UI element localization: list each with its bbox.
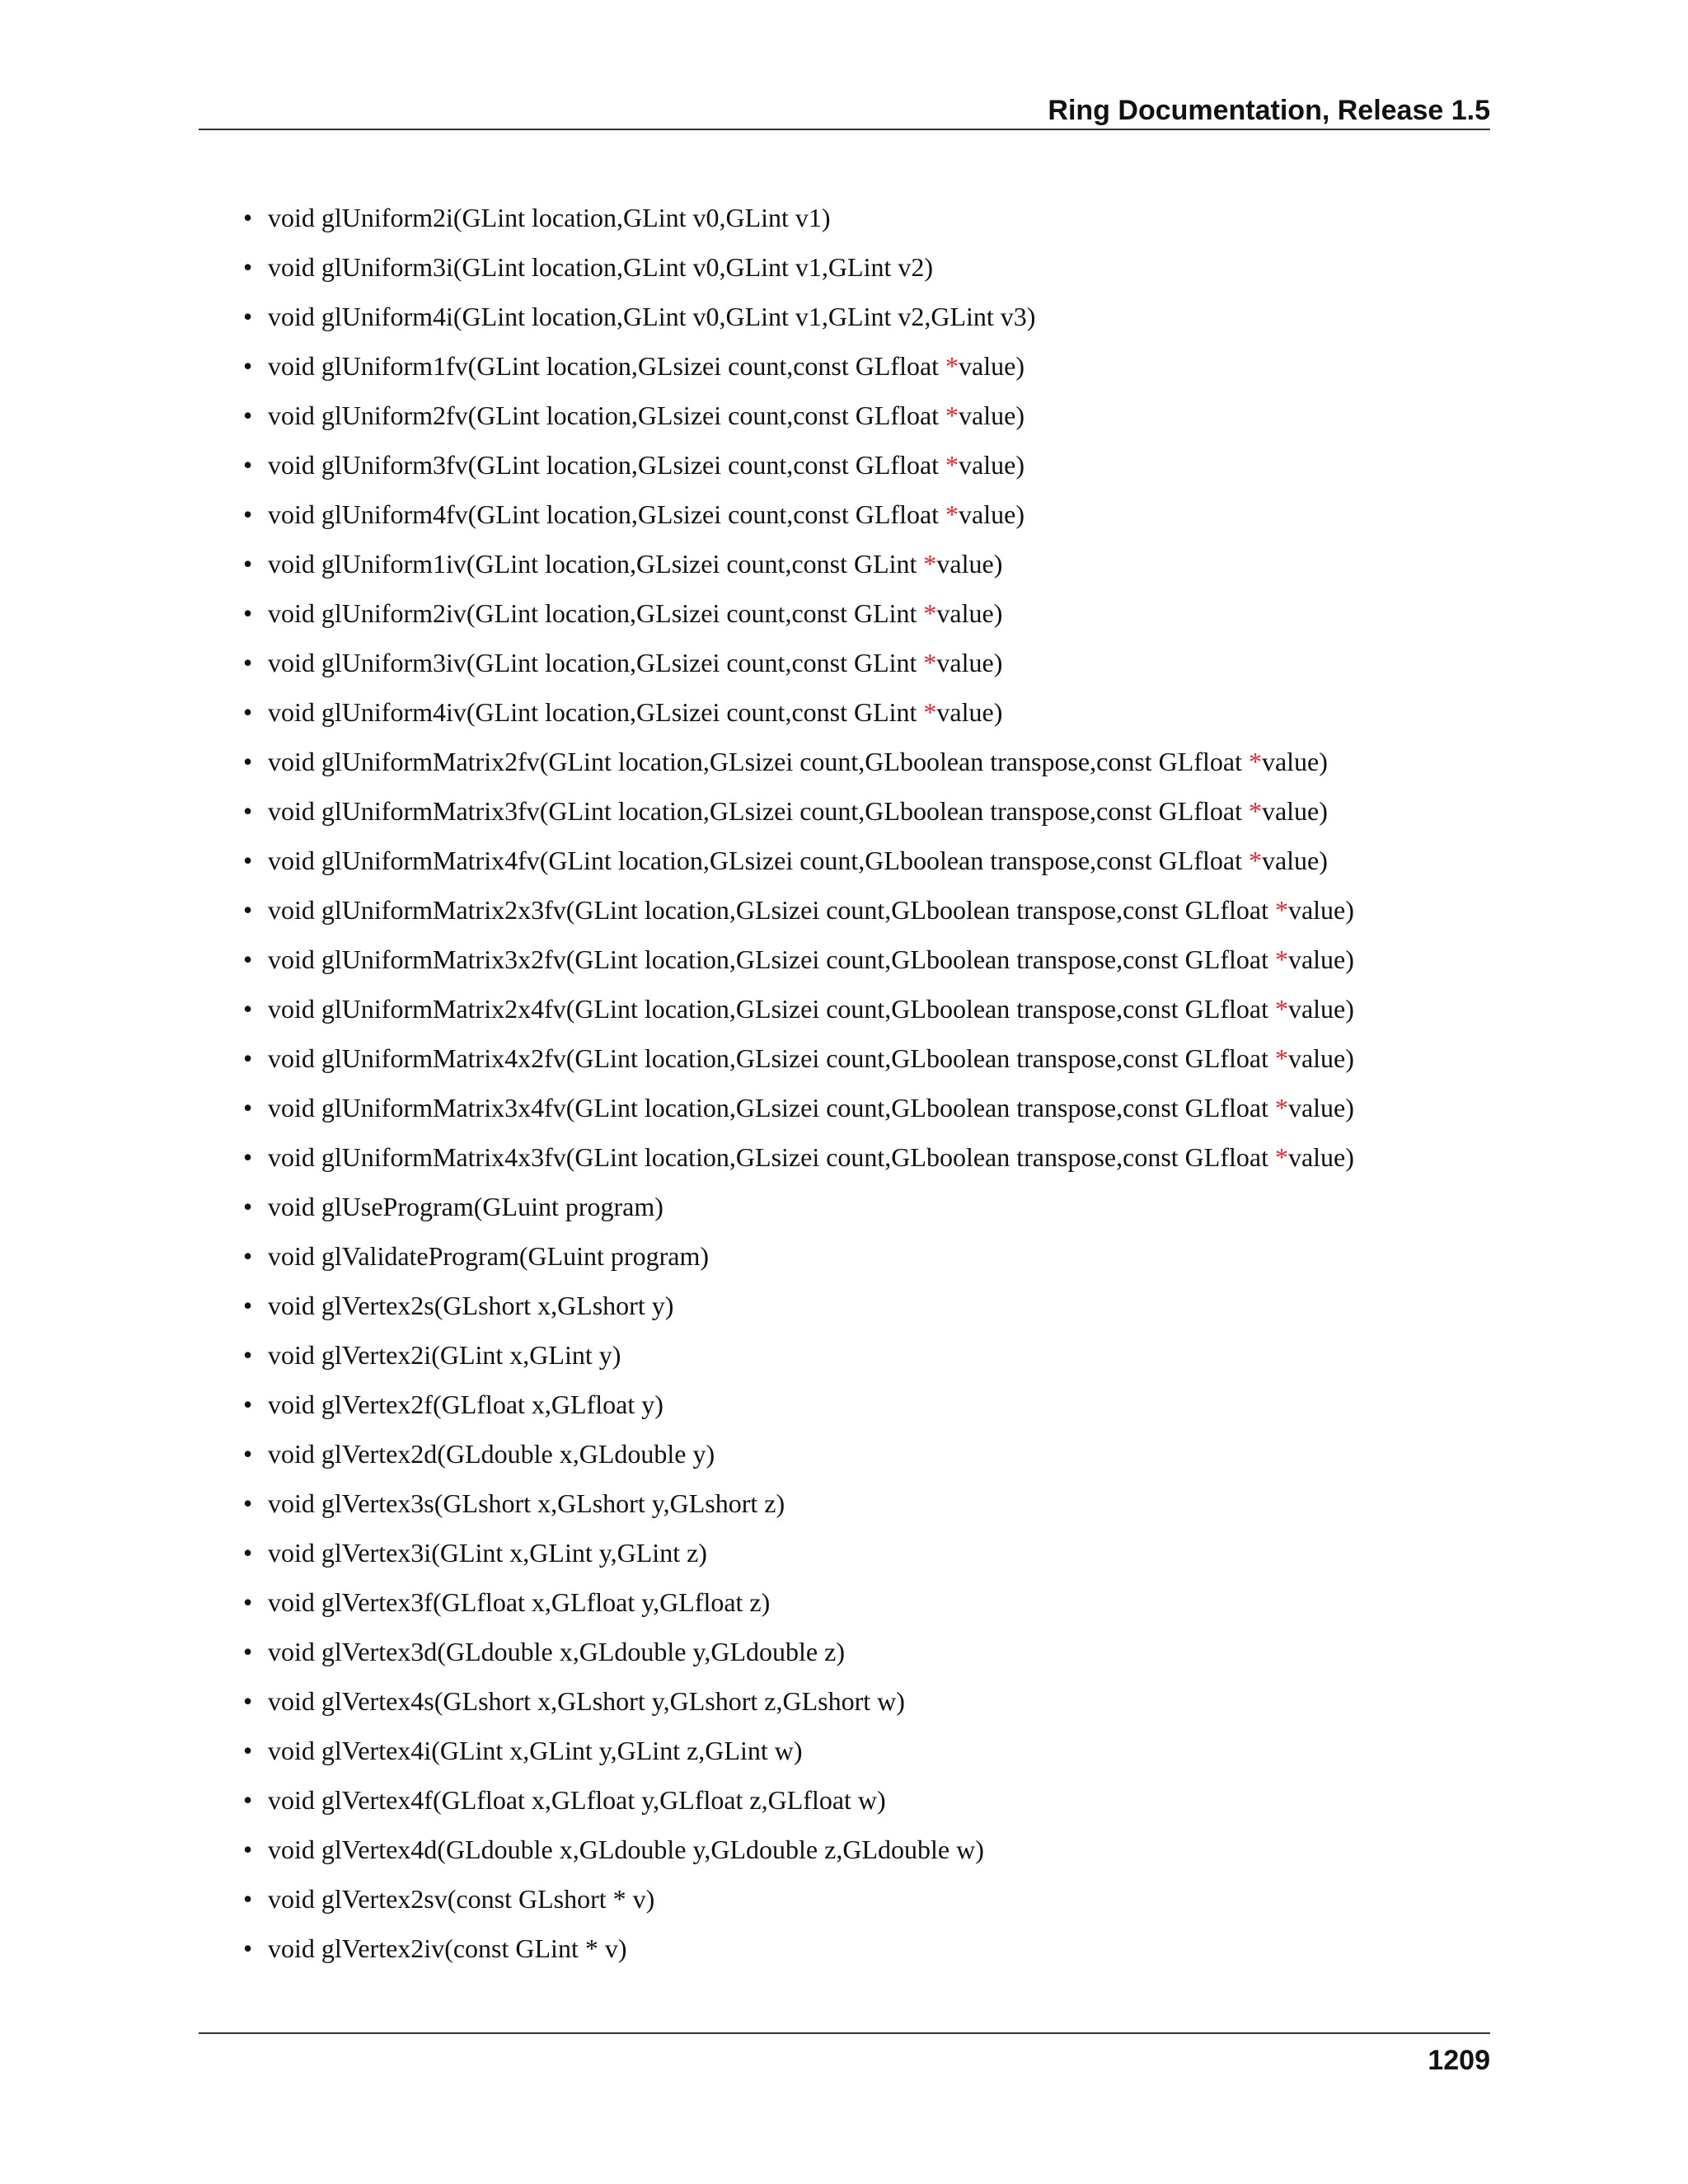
bullet-icon: •	[243, 499, 253, 529]
list-item	[243, 841, 1354, 890]
list-item	[243, 1879, 1354, 1929]
list-item	[243, 1780, 1354, 1830]
list-item	[243, 1533, 1354, 1582]
function-signature-tail: value)	[1261, 796, 1328, 826]
list-item	[243, 1385, 1354, 1434]
function-signature-tail: value)	[1287, 1043, 1354, 1073]
function-signature: void glUniform3i(GLint location,GLint v0,GLint v1,GLint v2)	[268, 252, 934, 282]
bullet-icon: •	[243, 1142, 253, 1172]
function-signature: void glUniform1iv(GLint location,GLsizei count,const GLint	[268, 549, 924, 579]
list-item	[243, 643, 1354, 692]
pointer-asterisk: *	[945, 450, 959, 480]
list-item	[243, 1582, 1354, 1632]
list-item	[243, 1088, 1354, 1137]
bullet-icon: •	[243, 796, 253, 826]
bullet-icon: •	[243, 1390, 253, 1419]
pointer-asterisk: *	[1274, 895, 1288, 925]
function-signature: void glUniform4fv(GLint location,GLsizei count,const GLfloat	[268, 499, 946, 529]
function-signature: void glUniformMatrix3fv(GLint location,GLsizei count,GLboolean transpose,const GLfloat	[268, 796, 1249, 826]
function-signature: void glVertex3i(GLint x,GLint y,GLint z)	[268, 1538, 707, 1568]
function-signature-tail: value)	[936, 598, 1003, 628]
function-signature: void glUniform2iv(GLint location,GLsizei count,const GLint	[268, 598, 924, 628]
bullet-icon: •	[243, 697, 253, 727]
bullet-icon: •	[243, 450, 253, 480]
pointer-asterisk: *	[923, 697, 937, 727]
bullet-icon: •	[243, 351, 253, 381]
pointer-asterisk: *	[945, 499, 959, 529]
function-list	[243, 198, 1354, 1978]
bullet-icon: •	[243, 1291, 253, 1320]
bullet-icon: •	[243, 895, 253, 925]
list-item	[243, 1731, 1354, 1780]
list-item	[243, 989, 1354, 1038]
bullet-icon: •	[243, 401, 253, 430]
function-signature: void glUniform4iv(GLint location,GLsizei count,const GLint	[268, 697, 924, 727]
bullet-icon: •	[243, 648, 253, 677]
page-number: 1209	[1428, 2045, 1490, 2076]
list-item	[243, 297, 1354, 346]
pointer-asterisk: *	[923, 549, 937, 579]
list-item	[243, 346, 1354, 396]
bullet-icon: •	[243, 1587, 253, 1617]
list-item	[243, 1830, 1354, 1879]
function-signature: void glUniformMatrix4x2fv(GLint location,GLsizei count,GLboolean transpose,const GLfloat	[268, 1043, 1275, 1073]
list-item	[243, 692, 1354, 742]
list-item	[243, 247, 1354, 297]
function-signature-tail: value)	[959, 499, 1025, 529]
pointer-asterisk: *	[1248, 846, 1262, 875]
function-signature-tail: value)	[959, 450, 1025, 480]
bullet-icon: •	[243, 1488, 253, 1518]
pointer-asterisk: *	[1274, 1093, 1288, 1122]
list-item	[243, 1632, 1354, 1681]
list-item	[243, 396, 1354, 445]
function-signature-tail: value)	[1287, 994, 1354, 1024]
bullet-icon: •	[243, 1043, 253, 1073]
function-signature: void glVertex2iv(const GLint * v)	[268, 1933, 627, 1963]
function-signature: void glUniformMatrix2x3fv(GLint location,GLsizei count,GLboolean transpose,const GLfloat	[268, 895, 1275, 925]
list-item	[243, 445, 1354, 494]
function-signature: void glUniformMatrix4x3fv(GLint location,GLsizei count,GLboolean transpose,const GLfloat	[268, 1142, 1275, 1172]
function-signature: void glVertex2d(GLdouble x,GLdouble y)	[268, 1439, 715, 1469]
page-header	[199, 89, 1490, 130]
bullet-icon: •	[243, 598, 253, 628]
function-signature: void glVertex3s(GLshort x,GLshort y,GLshort z)	[268, 1488, 785, 1518]
list-item	[243, 593, 1354, 643]
list-item	[243, 1434, 1354, 1483]
list-item	[243, 1187, 1354, 1236]
bullet-icon: •	[243, 1093, 253, 1122]
function-signature: void glValidateProgram(GLuint program)	[268, 1241, 709, 1271]
function-signature-tail: value)	[1287, 944, 1354, 974]
list-item	[243, 890, 1354, 940]
function-signature: void glVertex2f(GLfloat x,GLfloat y)	[268, 1390, 663, 1419]
bullet-icon: •	[243, 1884, 253, 1914]
bullet-icon: •	[243, 747, 253, 776]
function-signature: void glUniform1fv(GLint location,GLsizei count,const GLfloat	[268, 351, 946, 381]
list-item	[243, 1483, 1354, 1533]
function-signature-tail: value)	[959, 351, 1025, 381]
function-signature: void glUniform4i(GLint location,GLint v0,GLint v1,GLint v2,GLint v3)	[268, 302, 1036, 331]
function-signature: void glVertex4d(GLdouble x,GLdouble y,GLdouble z,GLdouble w)	[268, 1835, 984, 1864]
bullet-icon: •	[243, 302, 253, 331]
pointer-asterisk: *	[923, 648, 937, 677]
function-signature: void glVertex4i(GLint x,GLint y,GLint z,GLint w)	[268, 1736, 803, 1765]
bullet-icon: •	[243, 994, 253, 1024]
bullet-icon: •	[243, 1686, 253, 1716]
function-signature: void glVertex2s(GLshort x,GLshort y)	[268, 1291, 674, 1320]
page-footer	[199, 2032, 1490, 2076]
bullet-icon: •	[243, 1933, 253, 1963]
function-signature: void glUniformMatrix4fv(GLint location,GLsizei count,GLboolean transpose,const GLfloat	[268, 846, 1249, 875]
bullet-icon: •	[243, 252, 253, 282]
pointer-asterisk: *	[1274, 944, 1288, 974]
function-signature-tail: value)	[936, 549, 1003, 579]
function-signature-tail: value)	[959, 401, 1025, 430]
function-signature: void glUniform2i(GLint location,GLint v0,GLint v1)	[268, 203, 831, 232]
bullet-icon: •	[243, 1340, 253, 1370]
bullet-icon: •	[243, 1241, 253, 1271]
function-signature: void glVertex3d(GLdouble x,GLdouble y,GLdouble z)	[268, 1637, 845, 1666]
pointer-asterisk: *	[1274, 1142, 1288, 1172]
list-item	[243, 494, 1354, 544]
bullet-icon: •	[243, 846, 253, 875]
list-item	[243, 742, 1354, 791]
pointer-asterisk: *	[945, 401, 959, 430]
function-signature-tail: value)	[936, 648, 1003, 677]
bullet-icon: •	[243, 549, 253, 579]
function-signature-tail: value)	[1287, 1142, 1354, 1172]
function-signature: void glUseProgram(GLuint program)	[268, 1192, 663, 1221]
list-item	[243, 1681, 1354, 1731]
document-title: Ring Documentation, Release 1.5	[1048, 95, 1490, 126]
bullet-icon: •	[243, 944, 253, 974]
list-item	[243, 1038, 1354, 1088]
function-signature-tail: value)	[1261, 846, 1328, 875]
pointer-asterisk: *	[1274, 1043, 1288, 1073]
bullet-icon: •	[243, 203, 253, 232]
function-signature: void glUniform2fv(GLint location,GLsizei count,const GLfloat	[268, 401, 946, 430]
function-signature: void glVertex2sv(const GLshort * v)	[268, 1884, 655, 1914]
list-item	[243, 791, 1354, 841]
list-item	[243, 940, 1354, 989]
function-signature: void glUniformMatrix2x4fv(GLint location,GLsizei count,GLboolean transpose,const GLfloat	[268, 994, 1275, 1024]
bullet-icon: •	[243, 1439, 253, 1469]
list-item	[243, 1929, 1354, 1978]
function-signature-tail: value)	[1261, 747, 1328, 776]
list-item	[243, 198, 1354, 247]
function-signature-tail: value)	[1287, 895, 1354, 925]
list-item	[243, 1335, 1354, 1385]
pointer-asterisk: *	[923, 598, 937, 628]
list-item	[243, 544, 1354, 593]
function-signature: void glUniformMatrix3x4fv(GLint location,GLsizei count,GLboolean transpose,const GLfloat	[268, 1093, 1275, 1122]
function-signature-tail: value)	[1287, 1093, 1354, 1122]
pointer-asterisk: *	[1248, 796, 1262, 826]
function-signature: void glUniformMatrix3x2fv(GLint location,GLsizei count,GLboolean transpose,const GLfloat	[268, 944, 1275, 974]
bullet-icon: •	[243, 1192, 253, 1221]
list-item	[243, 1137, 1354, 1187]
function-signature: void glVertex4f(GLfloat x,GLfloat y,GLfloat z,GLfloat w)	[268, 1785, 886, 1815]
function-signature: void glUniform3iv(GLint location,GLsizei count,const GLint	[268, 648, 924, 677]
bullet-icon: •	[243, 1736, 253, 1765]
pointer-asterisk: *	[945, 351, 959, 381]
bullet-icon: •	[243, 1785, 253, 1815]
function-signature: void glVertex3f(GLfloat x,GLfloat y,GLfloat z)	[268, 1587, 771, 1617]
bullet-icon: •	[243, 1835, 253, 1864]
bullet-icon: •	[243, 1637, 253, 1666]
list-item	[243, 1286, 1354, 1335]
list-item	[243, 1236, 1354, 1286]
pointer-asterisk: *	[1274, 994, 1288, 1024]
function-signature: void glVertex4s(GLshort x,GLshort y,GLshort z,GLshort w)	[268, 1686, 905, 1716]
function-signature: void glVertex2i(GLint x,GLint y)	[268, 1340, 621, 1370]
function-signature: void glUniformMatrix2fv(GLint location,GLsizei count,GLboolean transpose,const GLfloat	[268, 747, 1249, 776]
bullet-icon: •	[243, 1538, 253, 1568]
function-signature: void glUniform3fv(GLint location,GLsizei count,const GLfloat	[268, 450, 946, 480]
pointer-asterisk: *	[1248, 747, 1262, 776]
function-signature-tail: value)	[936, 697, 1003, 727]
